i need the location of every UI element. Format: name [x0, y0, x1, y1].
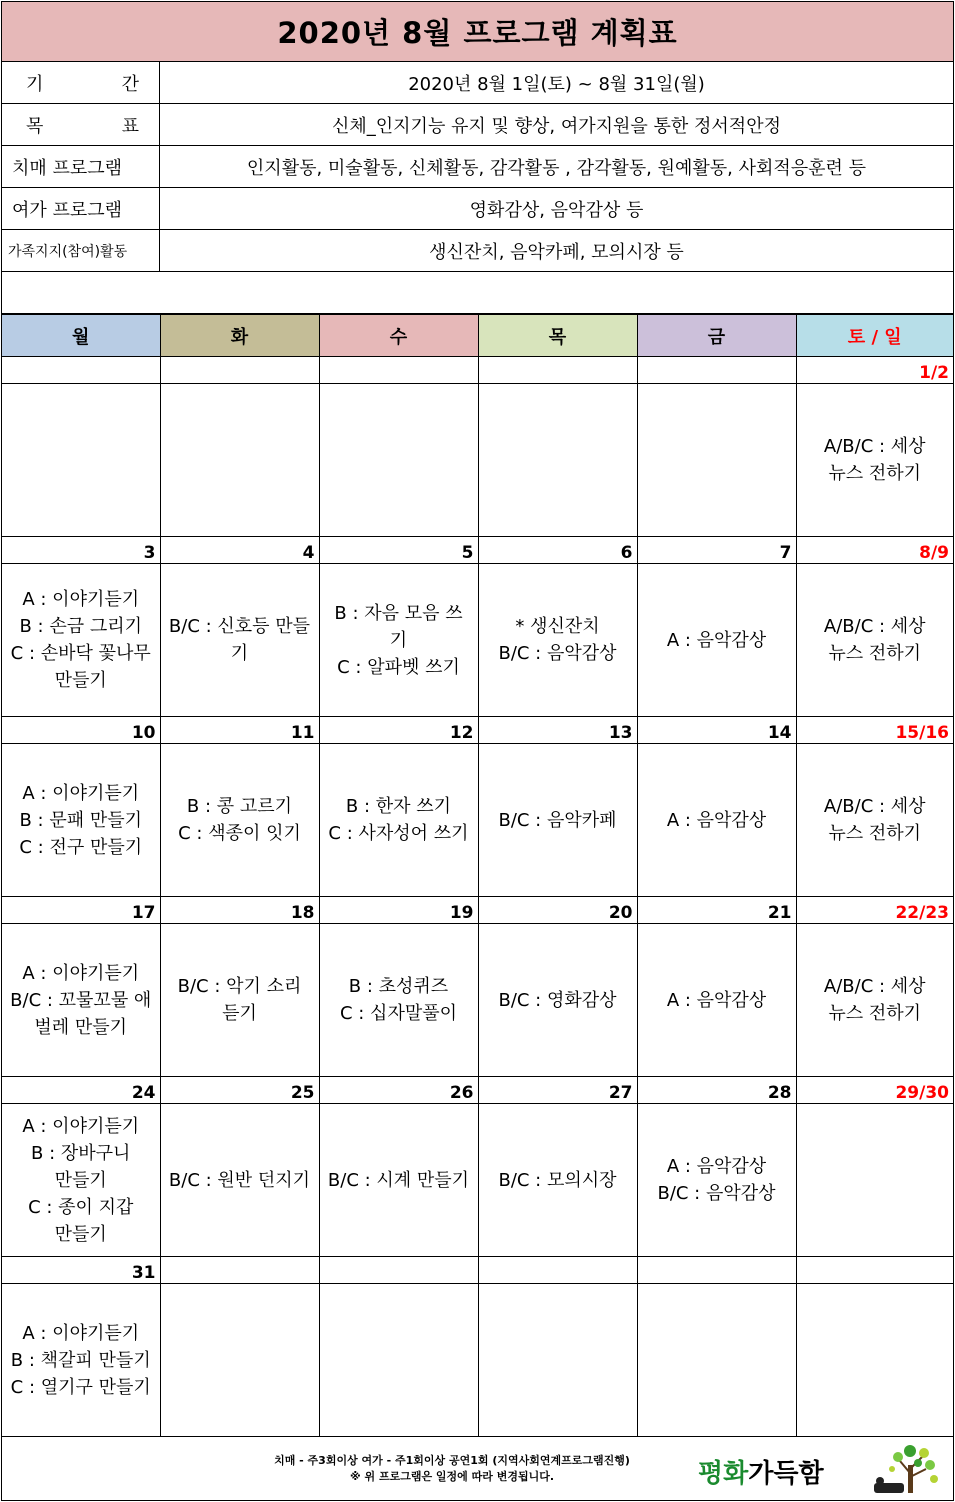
- activity-line: B/C : 모의시장: [498, 1169, 617, 1191]
- activity-line: 벌레 만들기: [34, 1016, 128, 1038]
- activity-cell: [160, 744, 319, 897]
- activity-line: B/C : 시계 만들기: [327, 1169, 470, 1191]
- activity-line: B : 자음 모음 쓰: [334, 602, 463, 624]
- activity-cell: [2, 564, 160, 717]
- activity-line: A : 이야기듣기: [22, 962, 140, 984]
- activity-line: B/C : 원반 던지기: [168, 1169, 311, 1191]
- footer-line: ※ 위 프로그램은 일정에 따라 변경됩니다.: [349, 1470, 555, 1483]
- activity-line: * 생신잔치: [515, 616, 600, 637]
- info-label-part: 기: [26, 73, 44, 95]
- date-number: 15/16: [796, 717, 953, 744]
- activity-line: A : 이야기듣기: [22, 589, 140, 610]
- activity-line: A : 음악감상: [666, 809, 767, 831]
- activity-cell: [319, 924, 478, 1077]
- info-row-leisure: [2, 188, 953, 230]
- activity-line: C : 십자말풀이: [339, 1003, 458, 1024]
- info-label: 치매 프로그램: [2, 146, 160, 187]
- date-number: [319, 357, 478, 384]
- activity-cell: [637, 744, 796, 897]
- activity-cell: [160, 924, 319, 1077]
- page-title: 2020년 8월 프로그램 계획표: [2, 2, 953, 62]
- date-number: 6: [478, 537, 637, 564]
- activity-cell: [637, 1104, 796, 1257]
- schedule-sheet: [1, 1, 954, 1501]
- spacer-row: [2, 272, 953, 314]
- info-value: 신체_인지기능 유지 및 향상, 여가지원을 통한 정서적안정: [332, 115, 781, 137]
- tree-logo-icon: [870, 1443, 948, 1497]
- activity-line: C : 열기구 만들기: [10, 1376, 151, 1398]
- date-number: 19: [319, 897, 478, 924]
- activity-line: C : 사자성어 쓰기: [328, 823, 469, 844]
- activity-cell: [160, 1104, 319, 1257]
- weekday-header: 토 / 일: [796, 315, 953, 357]
- activity-line: B/C : 음악카페: [498, 809, 617, 831]
- weekday-header: 수: [319, 315, 478, 357]
- weekday-header: 목: [478, 315, 637, 357]
- date-number: 25: [160, 1077, 319, 1104]
- footer-note: [202, 1453, 702, 1485]
- logo-text-part: 가득함: [748, 1459, 824, 1489]
- date-number: 27: [478, 1077, 637, 1104]
- date-number: 24: [2, 1077, 160, 1104]
- activity-line: A/B/C : 세상: [823, 616, 926, 637]
- activity-line: 듣기: [222, 1003, 257, 1024]
- date-number: 21: [637, 897, 796, 924]
- activity-line: 만들기: [54, 1169, 107, 1191]
- info-value: 2020년 8월 1일(토) ~ 8월 31일(월): [408, 73, 705, 95]
- date-number: [637, 357, 796, 384]
- activity-line: 기: [389, 629, 408, 651]
- activity-line: 만들기: [54, 670, 107, 691]
- date-number: 4: [160, 537, 319, 564]
- date-number: 17: [2, 897, 160, 924]
- date-number: 18: [160, 897, 319, 924]
- date-number: [160, 357, 319, 384]
- activity-cell: [637, 564, 796, 717]
- activity-line: B/C : 음악감상: [498, 643, 617, 664]
- date-number: 12: [319, 717, 478, 744]
- activity-line: B/C : 악기 소리: [177, 976, 302, 997]
- info-label-part: 목: [26, 115, 44, 137]
- activity-cell: [2, 744, 160, 897]
- activity-cell: [319, 564, 478, 717]
- info-row-family: [2, 230, 953, 272]
- activity-line: A : 음악감상: [666, 989, 767, 1011]
- activity-line: A : 이야기듣기: [22, 782, 140, 804]
- date-number: 7: [637, 537, 796, 564]
- info-label: 가족지지(참여)활동: [2, 230, 160, 271]
- date-number: 14: [637, 717, 796, 744]
- date-number: [637, 1257, 796, 1284]
- activity-line: B : 장바구니: [31, 1142, 131, 1164]
- activity-line: B/C : 음악감상: [657, 1183, 776, 1204]
- date-number: [796, 1257, 953, 1284]
- activity-line: B : 책갈피 만들기: [10, 1349, 151, 1371]
- logo-text-part: 평화: [698, 1459, 749, 1489]
- activity-line: B/C : 영화감상: [498, 989, 617, 1011]
- logo-text: [698, 1453, 824, 1490]
- weekday-header: 화: [160, 315, 319, 357]
- date-number: 20: [478, 897, 637, 924]
- activity-cell: [637, 384, 796, 537]
- info-value: 영화감상, 음악감상 등: [469, 199, 644, 221]
- activity-cell: [796, 1104, 953, 1257]
- date-number: [2, 357, 160, 384]
- activity-cell: [637, 924, 796, 1077]
- activity-line: A/B/C : 세상: [823, 796, 926, 817]
- activity-line: B : 콩 고르기: [186, 796, 293, 817]
- info-row-period: [2, 62, 953, 104]
- activity-line: A : 음악감상: [666, 1156, 767, 1177]
- activity-line: B : 한자 쓰기: [345, 796, 452, 817]
- info-value: 생신잔치, 음악카페, 모의시장 등: [429, 241, 684, 263]
- activity-cell: [478, 924, 637, 1077]
- activity-cell: [319, 1284, 478, 1437]
- info-label-part: 간: [121, 73, 139, 95]
- date-number: 8/9: [796, 537, 953, 564]
- activity-line: B/C : 꼬물꼬물 애: [10, 989, 152, 1011]
- calendar-table: [2, 314, 953, 1437]
- activity-cell: [160, 564, 319, 717]
- info-value: 인지활동, 미술활동, 신체활동, 감각활동 , 감각활동, 원예활동, 사회적응훈련 등: [246, 157, 867, 179]
- date-number: 5: [319, 537, 478, 564]
- activity-cell: [796, 564, 953, 717]
- activity-cell: [2, 1284, 160, 1437]
- date-number: 11: [160, 717, 319, 744]
- activity-line: A : 음악감상: [666, 629, 767, 651]
- activity-line: 뉴스 전하기: [828, 1003, 922, 1024]
- info-label-part: 표: [121, 115, 139, 137]
- activity-line: B/C : 신호등 만들: [168, 616, 311, 637]
- activity-cell: [478, 564, 637, 717]
- activity-line: C : 알파벳 쓰기: [337, 656, 460, 678]
- activity-cell: [160, 1284, 319, 1437]
- date-number: 13: [478, 717, 637, 744]
- date-number: [478, 1257, 637, 1284]
- activity-cell: [796, 384, 953, 537]
- date-number: [319, 1257, 478, 1284]
- activity-line: A/B/C : 세상: [823, 436, 926, 457]
- activity-cell: [2, 384, 160, 537]
- date-number: 3: [2, 537, 160, 564]
- info-row-goal: [2, 104, 953, 146]
- info-label: [2, 104, 160, 145]
- activity-line: C : 색종이 잇기: [178, 823, 301, 844]
- date-number: 1/2: [796, 357, 953, 384]
- activity-line: 뉴스 전하기: [828, 463, 922, 484]
- footer-line: 치매 - 주3회이상 여가 - 주1회이상 공연1회 (지역사회연계프로그램진행): [274, 1454, 630, 1467]
- activity-cell: [478, 1284, 637, 1437]
- date-number: 28: [637, 1077, 796, 1104]
- activity-cell: [2, 924, 160, 1077]
- date-number: [160, 1257, 319, 1284]
- date-number: 26: [319, 1077, 478, 1104]
- activity-line: 기: [230, 643, 249, 664]
- info-label: 여가 프로그램: [2, 188, 160, 229]
- activity-line: B : 초성퀴즈: [348, 976, 449, 997]
- date-number: 10: [2, 717, 160, 744]
- info-row-dementia: [2, 146, 953, 188]
- activity-cell: [319, 1104, 478, 1257]
- activity-line: A : 이야기듣기: [22, 1115, 140, 1137]
- activity-cell: [478, 384, 637, 537]
- activity-cell: [478, 1104, 637, 1257]
- activity-cell: [637, 1284, 796, 1437]
- activity-cell: [478, 744, 637, 897]
- activity-line: 만들기: [54, 1223, 107, 1245]
- weekday-header: 월: [2, 315, 160, 357]
- date-number: 29/30: [796, 1077, 953, 1104]
- activity-line: B : 손금 그리기: [19, 616, 143, 637]
- activity-line: A : 이야기듣기: [22, 1322, 140, 1344]
- activity-cell: [2, 1104, 160, 1257]
- date-number: 31: [2, 1257, 160, 1284]
- date-number: [478, 357, 637, 384]
- activity-line: B : 문패 만들기: [19, 809, 143, 831]
- info-label: [2, 62, 160, 103]
- activity-line: 뉴스 전하기: [828, 643, 922, 664]
- footer: [2, 1436, 953, 1500]
- weekday-header: 금: [637, 315, 796, 357]
- activity-line: C : 전구 만들기: [19, 836, 143, 858]
- logo: [698, 1443, 948, 1497]
- activity-line: C : 손바닥 꽃나무: [10, 643, 151, 664]
- activity-cell: [796, 744, 953, 897]
- date-number: 22/23: [796, 897, 953, 924]
- activity-line: A/B/C : 세상: [823, 976, 926, 997]
- activity-cell: [796, 924, 953, 1077]
- activity-cell: [160, 384, 319, 537]
- activity-cell: [319, 744, 478, 897]
- activity-cell: [796, 1284, 953, 1437]
- activity-line: 뉴스 전하기: [828, 823, 922, 844]
- activity-line: C : 종이 지갑: [28, 1196, 134, 1218]
- activity-cell: [319, 384, 478, 537]
